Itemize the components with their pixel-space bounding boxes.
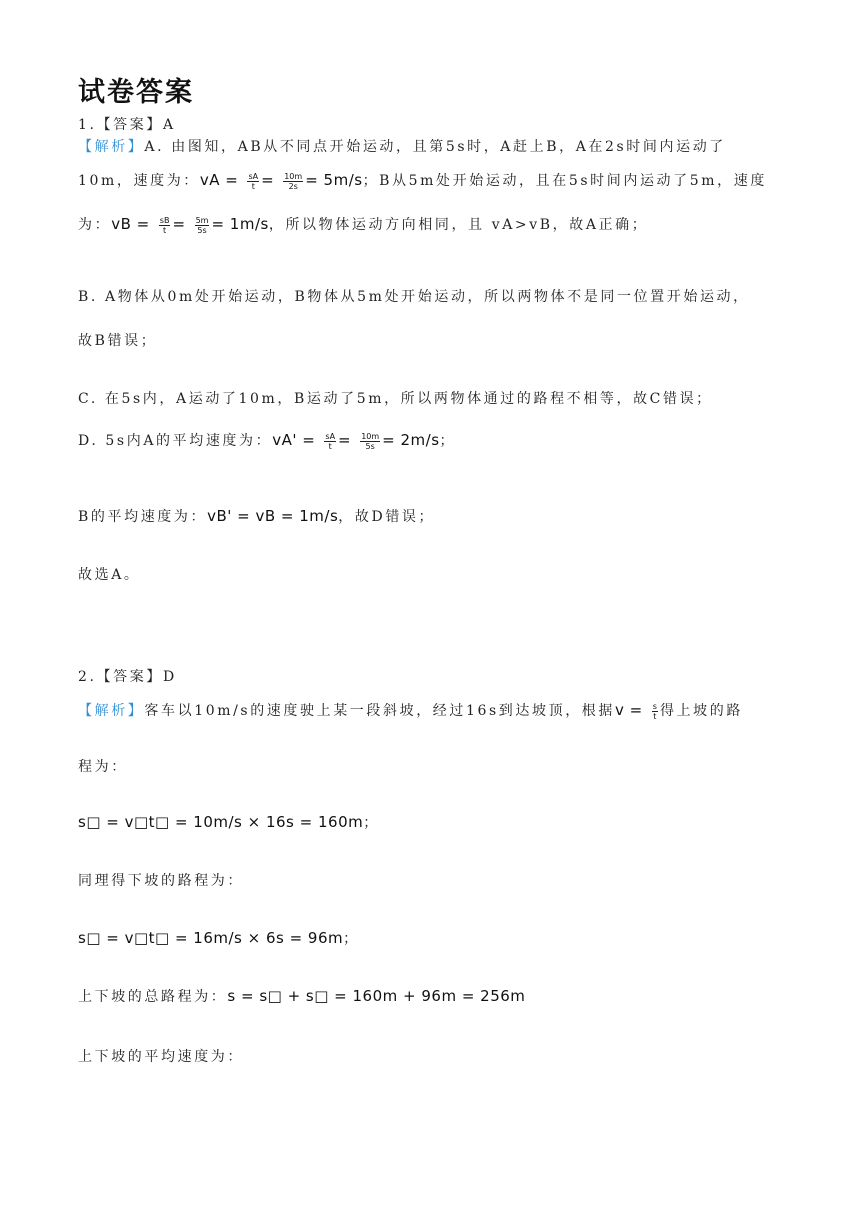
- q2-text: 得上坡的路: [659, 703, 743, 719]
- formula-v: v =: [615, 701, 643, 719]
- q2-equation-1: [78, 812, 380, 832]
- q1-option-b-line-2: 故B错误；: [78, 333, 158, 349]
- q1-text: ，所以物体运动方向相同，且 vA>vB，故A正确；: [268, 217, 649, 233]
- q1-text: D. 5s内A的平均速度为：: [78, 433, 273, 449]
- q2-equation-2: [78, 928, 360, 948]
- fraction: $\frac{5m}{5s}$: [195, 215, 209, 235]
- page-title: 试卷答案: [78, 77, 194, 108]
- fraction: $\frac{10m}{2s}$: [284, 171, 303, 191]
- q2-analysis-line-1: [78, 700, 743, 721]
- formula-va-avg: vA' =: [272, 431, 316, 449]
- q1-analysis-line-1: [78, 136, 726, 156]
- fraction: $\frac{sA}{t}$: [248, 171, 259, 191]
- q1-analysis-line-2: [78, 170, 767, 191]
- q1-text: ，故D错误；: [338, 509, 436, 525]
- q2-answer-head: 2.【答案】D: [78, 669, 177, 685]
- analysis-label: 【解析】: [78, 139, 145, 155]
- q1-option-d: [78, 430, 456, 451]
- q1-text: 10m，速度为：: [78, 173, 200, 189]
- formula-vb: vB =: [111, 215, 150, 233]
- q1-text: ；B从5m处开始运动，且在5s时间内运动了5m，速度: [362, 173, 767, 189]
- equals: =: [172, 215, 186, 233]
- formula-downhill: s□ = v□t□ = 16m/s × 6s = 96m: [78, 929, 344, 947]
- formula-result: = 2m/s: [382, 431, 440, 449]
- q2-text: 客车以10m/s的速度驶上某一段斜坡，经过16s到达坡顶，根据: [144, 703, 615, 719]
- punct: ；: [363, 815, 380, 831]
- formula-result: = 1m/s: [211, 215, 269, 233]
- equals: =: [338, 431, 352, 449]
- q1-text: 为：: [78, 217, 112, 233]
- formula-result: = 5m/s: [305, 171, 363, 189]
- fraction: $\frac{10m}{5s}$: [361, 431, 380, 451]
- formula-vb-avg: vB' = vB = 1m/s: [207, 507, 339, 525]
- formula-total: s = s□ + s□ = 160m + 96m = 256m: [227, 987, 526, 1005]
- q1-text: ；: [439, 433, 457, 449]
- q1-analysis-line-3: [78, 214, 648, 235]
- formula-uphill: s□ = v□t□ = 10m/s × 16s = 160m: [78, 813, 364, 831]
- q1-conclusion: 故选A。: [78, 567, 141, 583]
- formula-va: vA =: [199, 171, 239, 189]
- fraction: $\frac{s}{t}$: [652, 701, 657, 721]
- q1-option-c: C. 在5s内，A运动了10m，B运动了5m，所以两物体通过的路程不相等，故C错误；: [78, 391, 713, 407]
- q1-b-average: [78, 506, 435, 526]
- equals: =: [261, 171, 275, 189]
- q2-analysis-line-3: 同理得下坡的路程为：: [78, 873, 244, 889]
- fraction: $\frac{sB}{t}$: [159, 215, 170, 235]
- punct: ；: [343, 931, 360, 947]
- q2-total-distance: [78, 986, 525, 1006]
- q2-text: 上下坡的总路程为：: [78, 989, 228, 1005]
- q1-option-b-line-1: B. A物体从0m处开始运动，B物体从5m处开始运动，所以两物体不是同一位置开始运动，: [78, 289, 750, 305]
- q1-text: A. 由图知，AB从不同点开始运动，且第5s时，A赶上B，A在2s时间内运动了: [144, 139, 726, 155]
- q2-average-speed: 上下坡的平均速度为：: [78, 1049, 244, 1065]
- q2-analysis-line-2: 程为：: [78, 759, 128, 775]
- analysis-label: 【解析】: [78, 703, 145, 719]
- q1-text: B的平均速度为：: [78, 509, 208, 525]
- fraction: $\frac{sA}{t}$: [325, 431, 336, 451]
- q1-answer-head: 1.【答案】A: [78, 117, 176, 133]
